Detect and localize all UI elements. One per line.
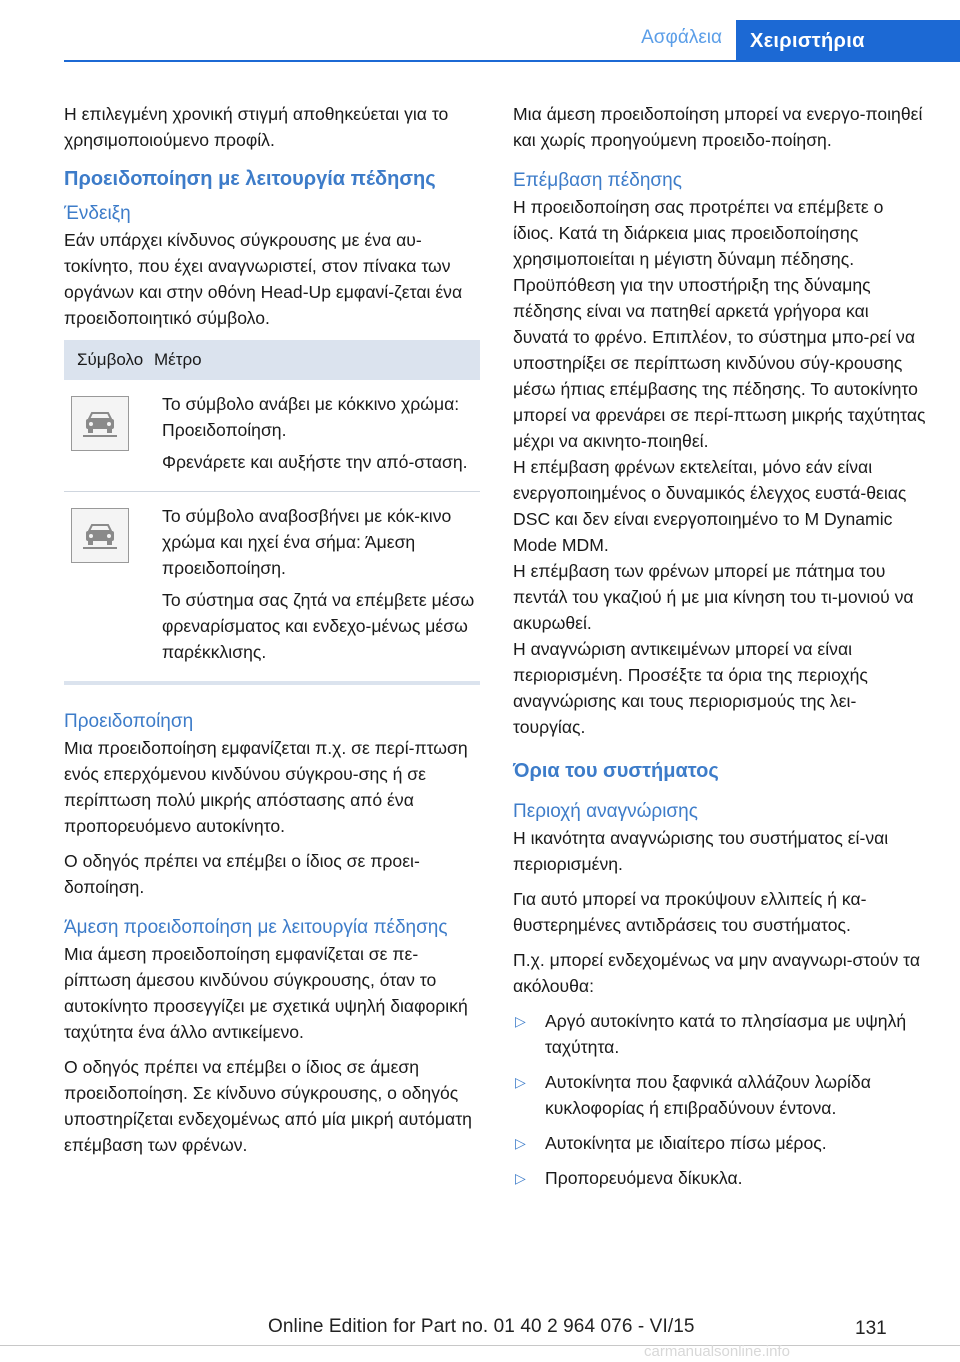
page-number: 131 — [855, 1318, 887, 1339]
bullet-triangle-icon: ▷ — [515, 1074, 526, 1090]
brake-paragraph-2: Η επέμβαση φρένων εκτελείται, μόνο εάν είναι ενεργοποιημένος ο δυναμικός έλεγχος ευστά‐θειας DSC και δεν είναι ενεργοποιημένο το M Dynamic Mode MDM. — [513, 457, 907, 555]
heading-brake-intervention: Επέμβαση πέδησης — [513, 170, 682, 191]
range-paragraph-2: Για αυτό μπορεί να προκύψουν ελλιπείς ή κα‐θυστερημένες αντιδράσεις του συστήματος. — [513, 889, 867, 935]
warning-paragraph-1: Μια προειδοποίηση εμφανίζεται π.χ. σε περί‐πτωση ενός επερχόμενου κινδύνου σύγκρου‐σης ή σε περίπτωση πολύ μικρής απόστασης από ένα προπορευόμενο αυτοκίνητο. — [64, 738, 468, 836]
list-item: ▷ Αργό αυτοκίνητο κατά το πλησίασμα με υψηλή ταχύτητα. — [513, 1008, 928, 1060]
warning-paragraph-2: Ο οδηγός πρέπει να επέμβει ο ίδιος σε προει‐δοποίηση. — [64, 851, 420, 897]
range-paragraph-3: Π.χ. μπορεί ενδεχομένως να μην αναγνωρι‐στούν τα ακόλουθα: — [513, 950, 921, 996]
row-measure-text: Το σύμβολο αναβοσβήνει με κόκ‐κινο χρώμα και ηχεί ένα σήμα: Άμεση προειδοποίηση. — [162, 506, 452, 578]
watermark: carmanualsonline.info — [644, 1343, 790, 1360]
table-row — [64, 380, 480, 492]
right-column — [513, 101, 928, 1200]
section-tab-controls[interactable]: Χειριστήρια — [736, 20, 960, 62]
left-column — [64, 101, 480, 1167]
limitations-list — [513, 1008, 928, 1191]
range-paragraph-1: Η ικανότητα αναγνώρισης του συστήματος εί‐ναι περιορισμένη. — [513, 828, 889, 874]
heading-detection-range: Περιοχή αναγνώρισης — [513, 801, 698, 822]
list-item: ▷ Αυτοκίνητα που ξαφνικά αλλάζουν λωρίδα κυκλοφορίας ή επιβραδύνουν έντονα. — [513, 1069, 928, 1121]
bullet-triangle-icon: ▷ — [515, 1135, 526, 1151]
intro-paragraph: Η επιλεγμένη χρονική στιγμή αποθηκεύεται για το χρησιμοποιούμενο προφίλ. — [64, 104, 449, 150]
acute-paragraph-2: Ο οδηγός πρέπει να επέμβει ο ίδιος σε άμεση προειδοποίηση. Σε κίνδυνο σύγκρουσης, ο οδηγός υποστηρίζεται ενδεχομένως από μία μικρή αυτόματη επέμβαση των φρένων. — [64, 1057, 472, 1155]
top-paragraph: Μια άμεση προειδοποίηση μπορεί να ενεργο‐ποιηθεί και χωρίς προηγούμενη προειδο‐ποίηση. — [513, 104, 923, 150]
column-header-symbol: Σύμβολο — [77, 350, 144, 369]
row-measure-text: Το σύστημα σας ζητά να επέμβετε μέσω φρεναρίσματος και ενδεχο‐μένως μέσω παρέκκλισης. — [162, 590, 475, 662]
heading-warning: Προειδοποίηση — [64, 711, 194, 732]
heading-system-limits: Όρια του συστήματος — [513, 760, 719, 782]
section-tab-safety[interactable]: Ασφάλεια — [641, 27, 722, 48]
bullet-triangle-icon: ▷ — [515, 1013, 526, 1029]
brake-paragraph-4: Η αναγνώριση αντικειμένων μπορεί να είναι περιορισμένη. Προσέξτε τα όρια της περιοχής αναγνώρισης και τους περιορισμούς της λει‐τουργίας. — [513, 639, 868, 737]
row-measure-text: Το σύμβολο ανάβει με κόκκινο χρώμα: Προειδοποίηση. — [162, 394, 460, 440]
heading-acute-warning: Άμεση προειδοποίηση με λειτουργία πέδησης — [64, 917, 448, 938]
footer-edition: Online Edition for Part no. 01 40 2 964 076 - VI/15 — [268, 1316, 695, 1337]
acute-paragraph-1: Μια άμεση προειδοποίηση εμφανίζεται σε πε‐ρίπτωση άμεσου κινδύνου σύγκρουσης, όταν το αυτοκίνητο προσεγγίζει με σχετικά υψηλή διαφορική ταχύτητα ένα άλλο αντικείμενο. — [64, 944, 468, 1042]
footer-rule — [0, 1345, 960, 1346]
display-paragraph: Εάν υπάρχει κίνδυνος σύγκρουσης με ένα αυ‐τοκίνητο, που έχει αναγνωριστεί, στον πίνακα των οργάνων και στην οθόνη Head-Up εμφανί‐ζεται ένα προειδοποιητικό σύμβολο. — [64, 230, 463, 328]
list-item: ▷ Αυτοκίνητα με ιδιαίτερο πίσω μέρος. — [513, 1130, 928, 1156]
column-header-measure: Μέτρο — [154, 350, 202, 369]
table-header — [64, 340, 480, 380]
car-warning-icon — [71, 508, 129, 563]
heading-display: Ένδειξη — [64, 203, 131, 224]
row-measure-text: Φρενάρετε και αυξήστε την από‐σταση. — [162, 452, 468, 472]
car-warning-icon — [71, 396, 129, 451]
brake-paragraph-1: Η προειδοποίηση σας προτρέπει να επέμβετε ο ίδιος. Κατά τη διάρκεια μιας προειδοποίησης χρησιμοποιείται η μέγιστη δύναμη πέδησης. Προϋπόθεση για την υποστήριξη της δύναμης πέδησης είναι να πατηθεί αρκετά γρήγορα και δυνατά το φρένο. Επιπλέον, το σύστημα μπο‐ρεί να υποστηρίξει σε περίπτωση κινδύνου σύγ‐κρουσης μέσω ήπιας επέμβασης της πέδησης. Το αυτοκίνητο μπορεί να φρενάρει σε περί‐πτωση μικρής ταχύτητας μέχρι να ακινητο‐ποιηθεί. — [513, 197, 926, 451]
table-row — [64, 492, 480, 685]
page-header — [0, 0, 960, 62]
bullet-triangle-icon: ▷ — [515, 1170, 526, 1186]
header-rule — [64, 60, 960, 62]
list-item: ▷ Προπορευόμενα δίκυκλα. — [513, 1165, 928, 1191]
heading-warning-braking: Προειδοποίηση με λειτουργία πέδησης — [64, 168, 436, 190]
brake-paragraph-3: Η επέμβαση των φρένων μπορεί με πάτημα του πεντάλ του γκαζιού ή με μια κίνηση του τι‐μονιού να ακυρωθεί. — [513, 561, 914, 633]
symbol-table — [64, 340, 480, 685]
